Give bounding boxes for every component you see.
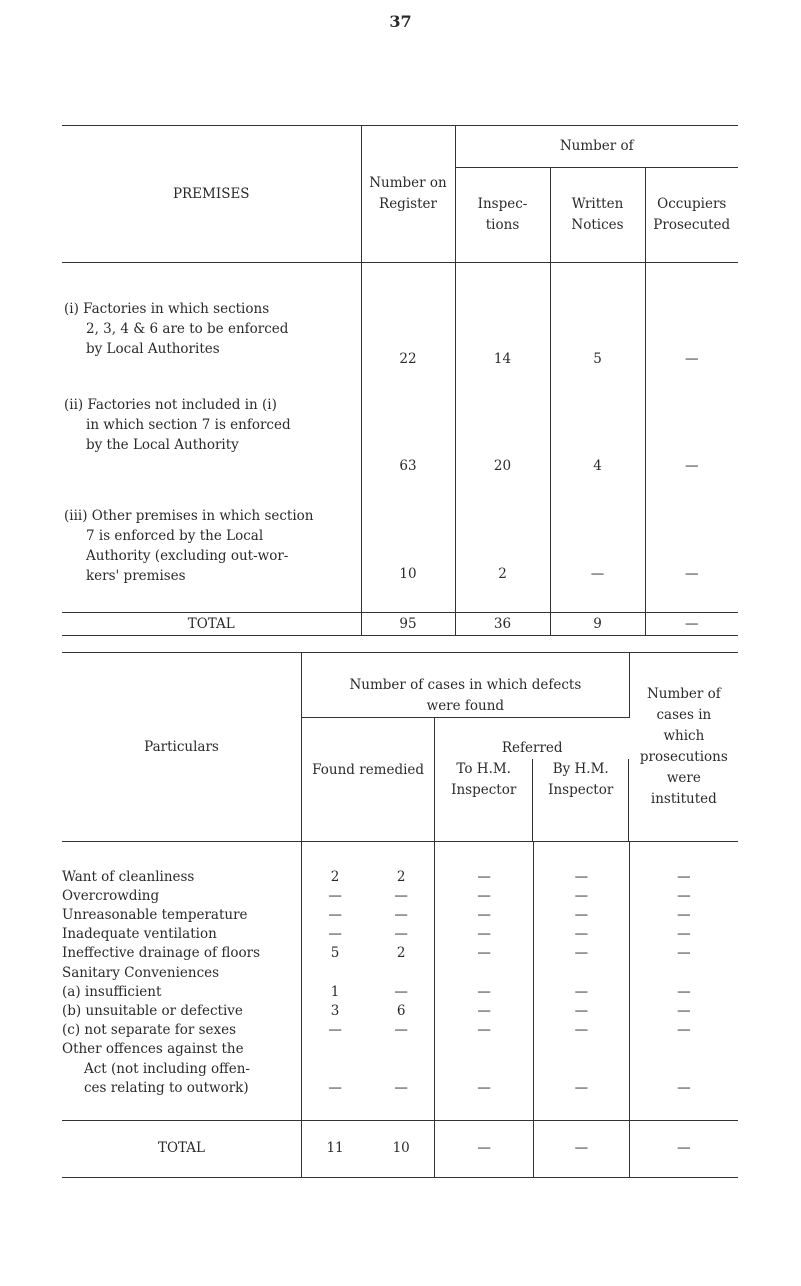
by-hm-value: —	[533, 1040, 629, 1120]
table-row	[62, 1002, 738, 1021]
to-hm-value: —	[435, 1002, 534, 1021]
row-label: Inadequate ventilation	[62, 925, 302, 944]
header-prosecutions: Number of cases in which prosecutions were instituted	[629, 653, 738, 842]
by-hm-value: —	[533, 906, 629, 925]
header-occupiers-prosecuted: Occupiers Prosecuted	[645, 168, 738, 263]
to-hm-value: —	[435, 1040, 534, 1120]
header-written-notices: Written Notices	[550, 168, 645, 263]
prosecutions-value: —	[677, 945, 691, 962]
found-value: —	[328, 1022, 342, 1039]
register-value: 22	[361, 263, 455, 369]
row-label: (c) not separate for sexes	[62, 1021, 302, 1040]
remedied-value: —	[368, 1021, 435, 1040]
prosecuted-value: —	[685, 350, 699, 367]
remedied-value: —	[368, 887, 435, 906]
remedied-value: —	[368, 906, 435, 925]
total-by-hm: —	[533, 1120, 629, 1177]
inspections-value: 2	[455, 476, 550, 613]
to-hm-value: —	[435, 1021, 534, 1040]
inspections-value: 20	[455, 369, 550, 476]
table-row	[62, 925, 738, 944]
page-number: 37	[389, 12, 412, 31]
found-value	[302, 964, 369, 983]
remedied-value: —	[368, 1040, 435, 1120]
to-hm-value: —	[435, 887, 534, 906]
by-hm-value: —	[533, 1002, 629, 1021]
defects-table	[62, 652, 738, 1178]
by-hm-value: —	[533, 1021, 629, 1040]
table-row	[62, 476, 738, 613]
header-number-of: Number of	[455, 126, 738, 168]
table-row	[62, 944, 738, 963]
total-found: 11	[302, 1120, 369, 1177]
found-value: —	[328, 906, 342, 923]
row-label: (b) unsuitable or defective	[62, 1002, 302, 1021]
remedied-value: 2	[368, 944, 435, 963]
table-row	[62, 1021, 738, 1040]
total-remedied: 10	[368, 1120, 435, 1177]
found-value: 3	[330, 1002, 340, 1019]
header-by-hm-inspector: By H.M. Inspector	[533, 759, 629, 841]
prosecuted-value: —	[685, 566, 699, 582]
header-to-hm-inspector: To H.M. Inspector	[435, 759, 533, 841]
total-prosecutions: —	[629, 1120, 738, 1177]
by-hm-value: —	[533, 868, 629, 887]
row-label: (ii) Factories not included in (i) in which section 7 is enforced by the Local Authority	[62, 369, 361, 476]
register-value: 10	[361, 476, 455, 613]
header-found-remedied: Found remedied	[302, 718, 435, 842]
table-row	[62, 1040, 738, 1120]
to-hm-value: —	[435, 944, 534, 963]
found-value: 2	[330, 868, 340, 885]
prosecutions-value: —	[677, 926, 691, 943]
total-prosecuted: —	[645, 613, 738, 636]
prosecutions-value: —	[677, 887, 691, 904]
total-label: TOTAL	[62, 613, 361, 636]
remedied-value: —	[368, 925, 435, 944]
header-premises: PREMISES	[62, 126, 361, 263]
notices-value: 5	[550, 263, 645, 369]
header-referred: Referred To H.M. Inspector By H.M. Inspector	[435, 718, 630, 842]
to-hm-value: —	[435, 868, 534, 887]
prosecutions-value	[629, 964, 738, 983]
table-row	[62, 868, 738, 887]
prosecutions-value: —	[677, 906, 691, 923]
by-hm-value: —	[533, 925, 629, 944]
found-value: —	[328, 887, 342, 904]
row-label: Overcrowding	[62, 887, 302, 906]
row-label: (i) Factories in which sections 2, 3, 4 & 6 are to be enforced by Local Authorites	[62, 263, 361, 369]
remedied-value: —	[368, 983, 435, 1002]
prosecutions-value: —	[677, 983, 691, 1000]
table-row	[62, 906, 738, 925]
by-hm-value	[533, 964, 629, 983]
table-row	[62, 983, 738, 1002]
notices-value: 4	[550, 369, 645, 476]
row-label: Sanitary Conveniences	[62, 964, 302, 983]
inspections-value: 14	[455, 263, 550, 369]
total-inspections: 36	[455, 613, 550, 636]
to-hm-value: —	[435, 925, 534, 944]
remedied-value	[368, 964, 435, 983]
table-row	[62, 887, 738, 906]
total-row	[62, 613, 738, 636]
total-to-hm: —	[435, 1120, 534, 1177]
header-inspections: Inspec- tions	[455, 168, 550, 263]
remedied-value: 2	[368, 868, 435, 887]
table-row	[62, 964, 738, 983]
row-label: Ineffective drainage of floors	[62, 944, 302, 963]
found-value: 1	[330, 983, 340, 1000]
found-value: —	[328, 926, 342, 943]
total-register: 95	[361, 613, 455, 636]
found-value: 5	[330, 945, 340, 962]
prosecutions-value: —	[677, 1022, 691, 1039]
premises-table	[62, 125, 738, 636]
by-hm-value: —	[533, 983, 629, 1002]
row-label-other-offences: Other offences against the Act (not including offen- ces relating to outwork)	[62, 1040, 302, 1120]
row-label: (a) insufficient	[62, 983, 302, 1002]
header-cases-defects-found: Number of cases in which defects were found	[302, 653, 630, 718]
to-hm-value: —	[435, 983, 534, 1002]
found-value: —	[328, 1079, 342, 1096]
prosecuted-value: —	[685, 457, 699, 474]
row-label: Want of cleanliness	[62, 868, 302, 887]
table-row	[62, 263, 738, 369]
total-label: TOTAL	[62, 1120, 302, 1177]
table-row	[62, 369, 738, 476]
to-hm-value	[435, 964, 534, 983]
header-number-on-register: Number on Register	[361, 126, 455, 263]
row-label: Unreasonable temperature	[62, 906, 302, 925]
to-hm-value: —	[435, 906, 534, 925]
header-particulars: Particulars	[62, 653, 302, 842]
notices-value: —	[550, 476, 645, 613]
remedied-value: 6	[368, 1002, 435, 1021]
prosecutions-value: —	[677, 1002, 691, 1019]
prosecutions-value: —	[677, 1079, 691, 1096]
total-notices: 9	[550, 613, 645, 636]
total-row	[62, 1120, 738, 1177]
by-hm-value: —	[533, 944, 629, 963]
by-hm-value: —	[533, 887, 629, 906]
prosecutions-value: —	[677, 868, 691, 885]
row-label: (iii) Other premises in which section 7 is enforced by the Local Authority (excluding out-wor- kers' premises	[62, 476, 361, 613]
register-value: 63	[361, 369, 455, 476]
